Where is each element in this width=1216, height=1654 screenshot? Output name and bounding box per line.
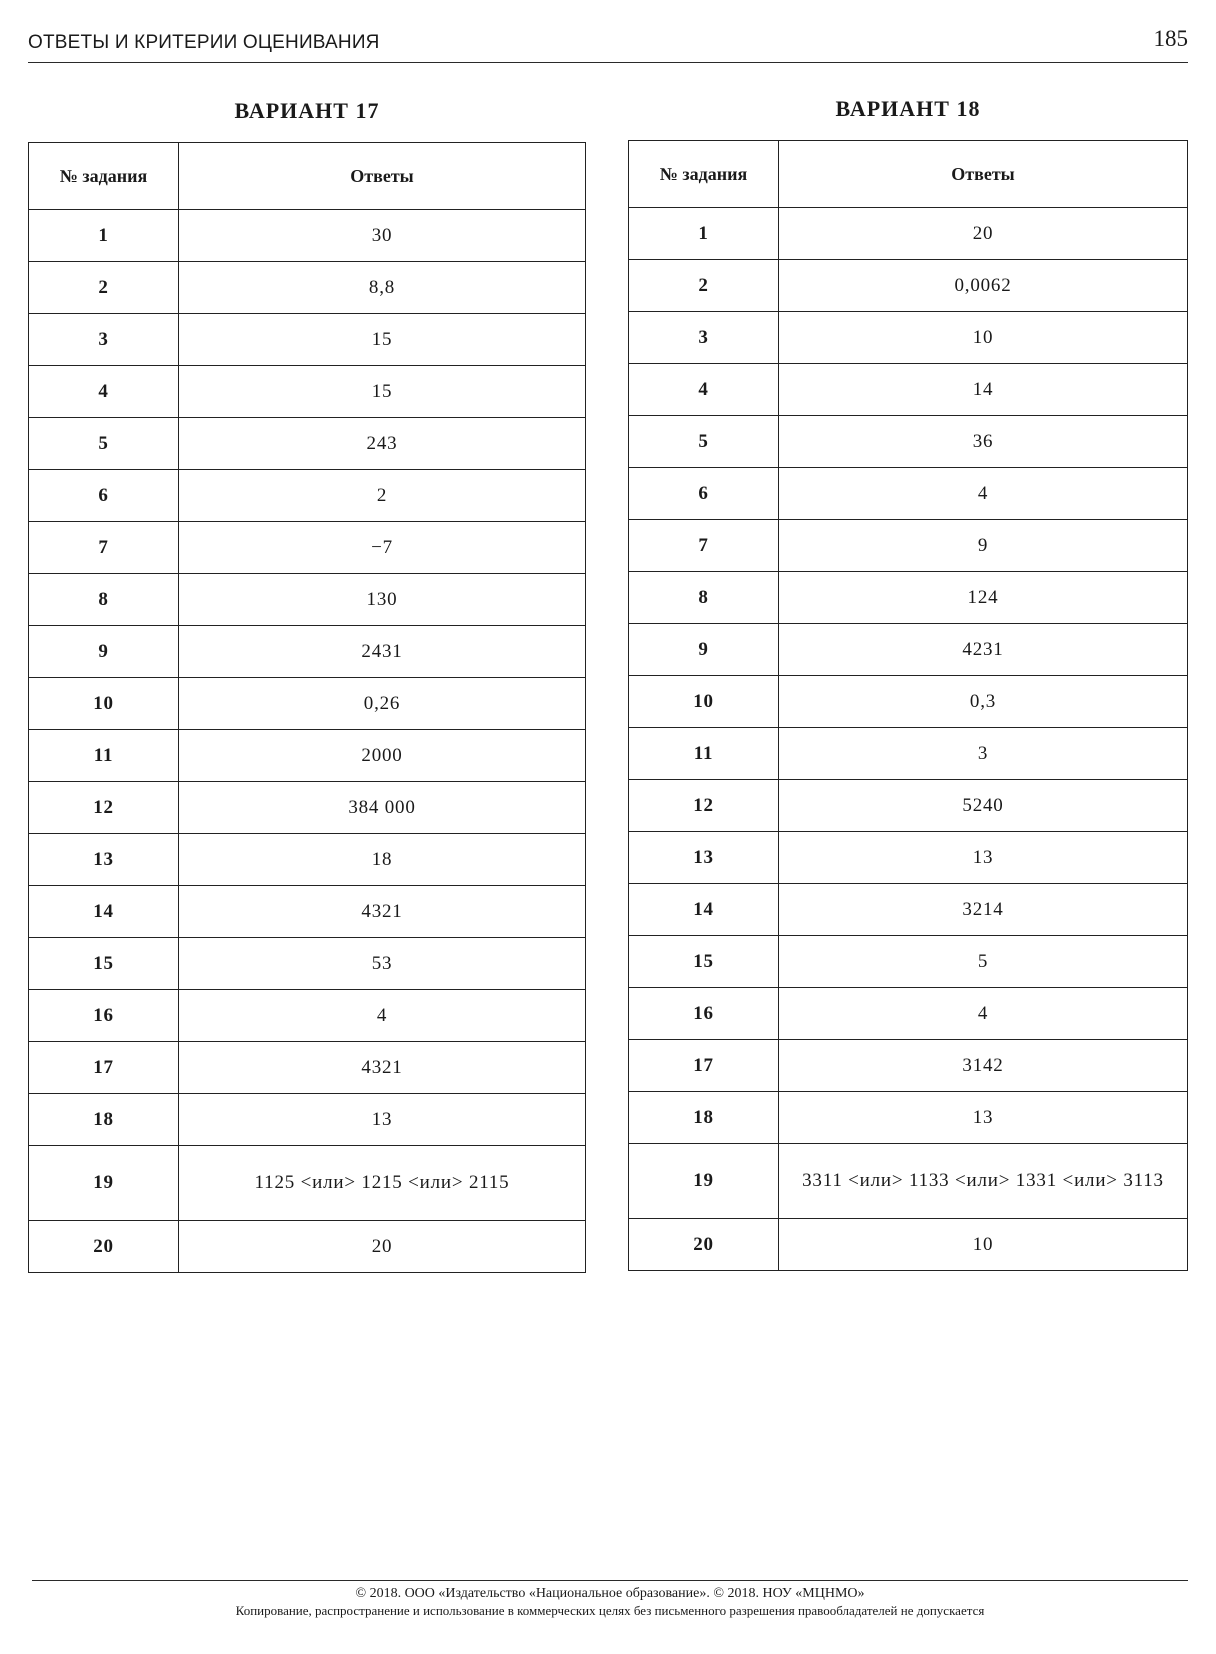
task-number: 6	[629, 468, 779, 520]
answer-value: 243	[179, 418, 586, 470]
table-row	[629, 1144, 1188, 1219]
answers-table	[628, 140, 1188, 1271]
table-row	[629, 1092, 1188, 1144]
task-number: 7	[29, 522, 179, 574]
answer-value: 10	[779, 1219, 1188, 1271]
copyright-line: © 2018. ООО «Издательство «Национальное образование». © 2018. НОУ «МЦНМО»	[355, 1586, 865, 1601]
task-number: 20	[29, 1221, 179, 1273]
answer-value: 384 000	[179, 782, 586, 834]
task-number: 11	[629, 728, 779, 780]
table-row	[629, 936, 1188, 988]
task-number: 10	[29, 678, 179, 730]
table-row	[629, 676, 1188, 728]
table-row	[29, 1221, 586, 1273]
table-row	[29, 470, 586, 522]
answer-value: 4321	[179, 1042, 586, 1094]
table-row	[29, 834, 586, 886]
task-number: 18	[29, 1094, 179, 1146]
table-row	[629, 728, 1188, 780]
answer-value: 3214	[779, 884, 1188, 936]
answer-value: 4	[779, 988, 1188, 1040]
task-number: 17	[29, 1042, 179, 1094]
answer-value: 14	[779, 364, 1188, 416]
table-row	[629, 1040, 1188, 1092]
task-number: 18	[629, 1092, 779, 1144]
answer-value: 53	[179, 938, 586, 990]
task-number: 16	[629, 988, 779, 1040]
task-number: 6	[29, 470, 179, 522]
task-number: 13	[629, 832, 779, 884]
table-header-row	[29, 143, 586, 210]
page-number: 185	[1153, 26, 1188, 51]
answer-value: 124	[779, 572, 1188, 624]
task-number: 4	[629, 364, 779, 416]
table-row	[29, 782, 586, 834]
task-number: 14	[629, 884, 779, 936]
table-row	[29, 626, 586, 678]
table-row	[629, 364, 1188, 416]
answer-value: 15	[179, 314, 586, 366]
answer-value: 20	[779, 208, 1188, 260]
task-number: 4	[29, 366, 179, 418]
task-number: 19	[629, 1144, 779, 1219]
table-row	[629, 884, 1188, 936]
answer-value: 2	[179, 470, 586, 522]
table-row	[29, 418, 586, 470]
answer-value: 5240	[779, 780, 1188, 832]
task-number: 14	[29, 886, 179, 938]
task-number: 1	[29, 210, 179, 262]
task-number: 13	[29, 834, 179, 886]
table-row	[629, 1219, 1188, 1271]
answer-value: 13	[779, 1092, 1188, 1144]
table-row	[629, 260, 1188, 312]
table-row	[29, 574, 586, 626]
answer-value: 30	[179, 210, 586, 262]
answer-value: 3142	[779, 1040, 1188, 1092]
table-row	[29, 1094, 586, 1146]
table-header-row	[629, 141, 1188, 208]
answer-value: 4231	[779, 624, 1188, 676]
task-number: 5	[29, 418, 179, 470]
task-number: 17	[629, 1040, 779, 1092]
page-header	[28, 26, 1188, 63]
copyright-notice: Копирование, распространение и использование в коммерческих целях без письменного разрешения правообладателей не допускается	[235, 1603, 985, 1618]
table-row	[629, 780, 1188, 832]
answer-value: 0,26	[179, 678, 586, 730]
table-row	[629, 832, 1188, 884]
task-number: 3	[629, 312, 779, 364]
answer-value: 36	[779, 416, 1188, 468]
table-row	[29, 886, 586, 938]
task-number: 2	[29, 262, 179, 314]
answers-table	[28, 142, 586, 1273]
table-row	[29, 1146, 586, 1221]
answer-value: 18	[179, 834, 586, 886]
task-number: 2	[629, 260, 779, 312]
answer-value: 4	[779, 468, 1188, 520]
answer-value: 0,0062	[779, 260, 1188, 312]
task-number: 19	[29, 1146, 179, 1221]
table-row	[29, 990, 586, 1042]
table-row	[629, 520, 1188, 572]
task-number-header: № задания	[29, 143, 179, 210]
answer-value: 13	[779, 832, 1188, 884]
task-number: 15	[29, 938, 179, 990]
table-row	[29, 210, 586, 262]
section-title: ОТВЕТЫ И КРИТЕРИИ ОЦЕНИВАНИЯ	[28, 32, 380, 53]
answer-value: 9	[779, 520, 1188, 572]
answer-value: 13	[179, 1094, 586, 1146]
task-number: 9	[29, 626, 179, 678]
task-number: 5	[629, 416, 779, 468]
table-row	[629, 208, 1188, 260]
variant-17-block	[28, 98, 586, 1273]
answer-value: 2431	[179, 626, 586, 678]
answer-value: 15	[179, 366, 586, 418]
table-row	[629, 624, 1188, 676]
answer-value: 10	[779, 312, 1188, 364]
task-number: 16	[29, 990, 179, 1042]
task-number: 3	[29, 314, 179, 366]
variant-18-block	[628, 96, 1188, 1271]
answer-value: 1125 <или> 1215 <или> 2115	[179, 1146, 586, 1221]
task-number: 12	[29, 782, 179, 834]
table-row	[629, 468, 1188, 520]
answer-value: 4	[179, 990, 586, 1042]
page-footer	[32, 1580, 1188, 1619]
table-row	[29, 262, 586, 314]
table-row	[629, 416, 1188, 468]
answer-value: 130	[179, 574, 586, 626]
answer-value: 2000	[179, 730, 586, 782]
answer-value: 0,3	[779, 676, 1188, 728]
task-number: 1	[629, 208, 779, 260]
table-row	[29, 938, 586, 990]
task-number: 9	[629, 624, 779, 676]
answer-value: −7	[179, 522, 586, 574]
answer-value: 20	[179, 1221, 586, 1273]
table-row	[29, 1042, 586, 1094]
answer-value: 4321	[179, 886, 586, 938]
answer-value: 5	[779, 936, 1188, 988]
answer-header: Ответы	[779, 141, 1188, 208]
table-row	[29, 366, 586, 418]
variant-title: ВАРИАНТ 17	[234, 98, 380, 123]
table-row	[629, 988, 1188, 1040]
task-number: 15	[629, 936, 779, 988]
answer-value: 8,8	[179, 262, 586, 314]
task-number: 10	[629, 676, 779, 728]
task-number: 11	[29, 730, 179, 782]
task-number-header: № задания	[629, 141, 779, 208]
table-row	[629, 312, 1188, 364]
table-row	[29, 314, 586, 366]
answer-value: 3	[779, 728, 1188, 780]
variant-title: ВАРИАНТ 18	[835, 96, 981, 121]
task-number: 20	[629, 1219, 779, 1271]
task-number: 12	[629, 780, 779, 832]
task-number: 8	[629, 572, 779, 624]
task-number: 7	[629, 520, 779, 572]
table-row	[29, 522, 586, 574]
task-number: 8	[29, 574, 179, 626]
answer-header: Ответы	[179, 143, 586, 210]
answer-value: 3311 <или> 1133 <или> 1331 <или> 3113	[779, 1144, 1188, 1219]
table-row	[629, 572, 1188, 624]
table-row	[29, 678, 586, 730]
table-row	[29, 730, 586, 782]
answers-body	[629, 208, 1188, 1271]
answers-body	[29, 210, 586, 1273]
